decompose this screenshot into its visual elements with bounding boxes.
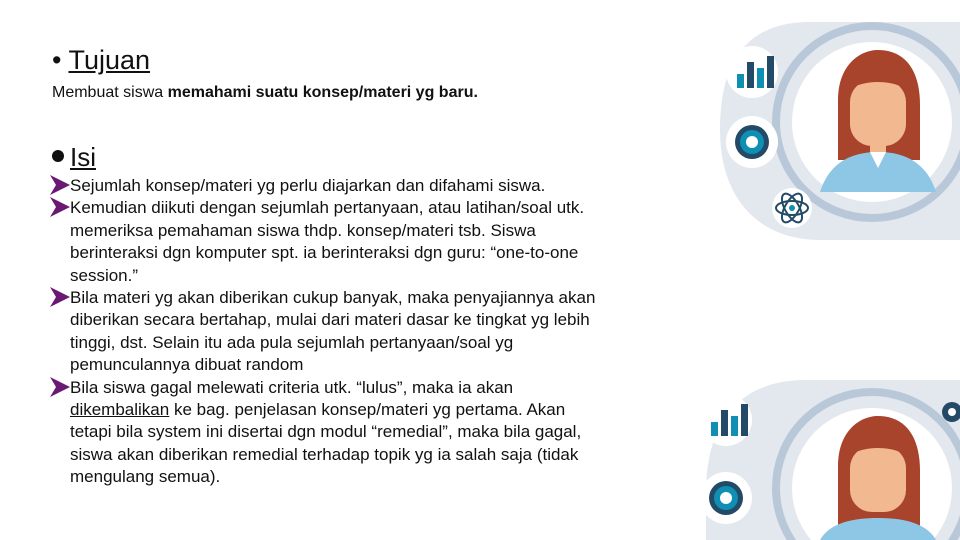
target-icon (700, 472, 752, 524)
item-line: memeriksa pemahaman siswa thdp. konsep/materi tsb. Siswa (70, 220, 536, 240)
item-line: tetapi bila system ini disertai dgn modul “remedial”, maka bila gagal, (70, 422, 582, 442)
list-item (50, 287, 710, 377)
item-line: mengulang semua). (70, 467, 221, 487)
item-line: berinteraksi dgn komputer spt. ia berinteraksi dgn guru: “one-to-one (70, 243, 579, 263)
heading-tujuan (52, 44, 150, 76)
underlined-word: dikembalikan (70, 400, 170, 420)
section-heading-isi (52, 141, 96, 173)
heading-bullet: • (52, 45, 62, 75)
item-line: siswa akan diberikan remedial terhadap topik yg ia salah saja (tidak (70, 444, 579, 464)
subtitle-bold: memahami suatu konsep/materi yg baru. (167, 84, 478, 101)
item-line: Sejumlah konsep/materi yg perlu diajarkan dan difahami siswa. (70, 176, 546, 195)
heading-title: Tujuan (68, 45, 151, 75)
item-line: diberikan secara bertahap, mulai dari materi dasar ke tingkat yg lebih (70, 310, 590, 330)
item-line: session.” (70, 265, 139, 285)
item-line: Kemudian diikuti dengan sejumlah pertanyaan, atau latihan/soal utk. (70, 198, 585, 218)
bullet-list (50, 175, 710, 489)
arrow-bullet-icon (48, 173, 72, 197)
item-line: Bila siswa gagal melewati criteria utk. “lulus”, maka ia akan (70, 377, 514, 397)
list-item (50, 175, 710, 197)
illustration-bottom (676, 372, 960, 540)
arrow-bullet-icon (48, 375, 72, 399)
list-item (50, 197, 710, 287)
item-line: Bila materi yg akan diberikan cukup banyak, maka penyajiannya akan (70, 288, 596, 308)
item-line: pemunculannya dibuat random (70, 355, 304, 375)
item-line: tinggi, dst. Selain itu ada pula sejumlah pertanyaan/soal yg (70, 332, 514, 352)
bar-chart-icon (700, 394, 752, 446)
list-item (50, 377, 710, 489)
bar-chart-icon (726, 46, 778, 98)
subtitle (52, 82, 478, 104)
round-bullet-icon (52, 150, 64, 162)
target-icon (726, 116, 778, 168)
section-title: Isi (70, 142, 96, 172)
arrow-bullet-icon (48, 195, 72, 219)
subtitle-plain: Membuat siswa (52, 84, 168, 101)
item-line: dikembalikan ke bag. penjelasan konsep/materi yg pertama. Akan (70, 400, 566, 420)
atom-icon (772, 188, 812, 228)
illustration-top (700, 10, 960, 250)
arrow-bullet-icon (48, 285, 72, 309)
